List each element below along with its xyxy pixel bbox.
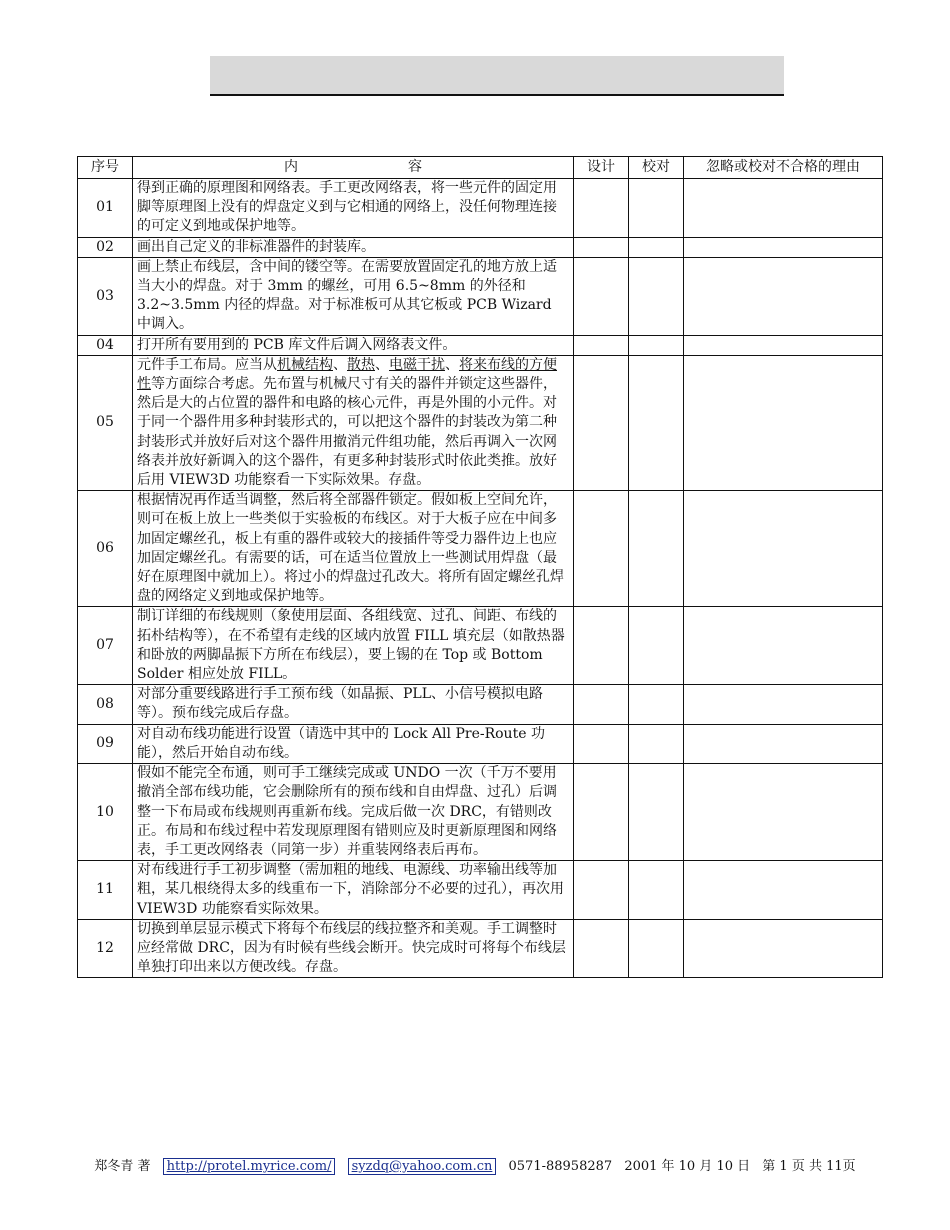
check-cell (629, 335, 684, 355)
row-content: 制订详细的布线规则（象使用层面、各组线宽、过孔、间距、布线的拓朴结构等），在不希望有走线的区域内放置 FILL 填充层（如散热器和卧放的两脚晶振下方所在布线层），要上锡的在 Top 或 Bottom Solder 相应处放 FILL。 (133, 607, 574, 685)
separator: 、 (333, 356, 347, 373)
check-cell (629, 919, 684, 978)
design-cell (574, 257, 629, 335)
footer-page-number: 第 1 页 共 11页 (762, 1159, 856, 1174)
table-header-row (78, 157, 883, 179)
table-row (78, 685, 883, 724)
design-cell (574, 919, 629, 978)
footer-date: 2001 年 10 月 10 日 (624, 1159, 751, 1174)
check-cell (629, 491, 684, 607)
check-cell (629, 179, 684, 238)
header-number: 序号 (78, 157, 133, 179)
row-number: 09 (78, 724, 133, 763)
row-rest-text: 等方面综合考虑。先布置与机械尺寸有关的器件并锁定这些器件，然后是大的占位置的器件和电路的核心元件，再是外围的小元件。对于同一个器件用多种封装形式的，可以把这个器件的封装改为第二种封装形式并放好后对这个器件用撤消元件组功能，然后再调入一次网络表并放好新调入的这个器件，有更多种封装形式时依此类推。放好后用 VIEW3D 功能察看一下实际效果。存盘。 (137, 376, 557, 489)
reason-cell (684, 724, 883, 763)
reason-cell (684, 335, 883, 355)
row-content: 得到正确的原理图和网络表。手工更改网络表，将一些元件的固定用脚等原理图上没有的焊盘定义到与它相通的网络上，没任何物理连接的可定义到地或保护地等。 (133, 179, 574, 238)
row-content: 对部分重要线路进行手工预布线（如晶振、PLL、小信号模拟电路等）。预布线完成后存盘。 (133, 685, 574, 724)
table-row (78, 355, 883, 490)
header-content-b: 容 (408, 158, 422, 175)
row-content: 假如不能完全布通，则可手工继续完成或 UNDO 一次（千万不要用撤消全部布线功能，它会删除所有的预布线和自由焊盘、过孔）后调整一下布局或布线规则再重新布线。完成后做一次 DRC，有错则改正。布局和布线过程中若发现原理图有错则应及时更新原理图和网络表，手工更改网络表（同第一步）并重装网络表后再布。 (133, 764, 574, 861)
row-number: 01 (78, 179, 133, 238)
check-cell (629, 724, 684, 763)
row-content: 画上禁止布线层，含中间的镂空等。在需要放置固定孔的地方放上适当大小的焊盘。对于 3mm 的螺丝，可用 6.5~8mm 的外径和 3.2~3.5mm 内径的焊盘。对于标准板可从其它板或 PCB Wizard 中调入。 (133, 257, 574, 335)
reason-cell (684, 491, 883, 607)
reason-cell (684, 861, 883, 920)
design-cell (574, 335, 629, 355)
header-design: 设计 (574, 157, 629, 179)
table-row (78, 724, 883, 763)
row-number: 04 (78, 335, 133, 355)
row-content: 对自动布线功能进行设置（请选中其中的 Lock All Pre-Route 功能），然后开始自动布线。 (133, 724, 574, 763)
reason-cell (684, 764, 883, 861)
row-content (133, 355, 574, 490)
row-number: 11 (78, 861, 133, 920)
design-cell (574, 764, 629, 861)
row-content: 对布线进行手工初步调整（需加粗的地线、电源线、功率输出线等加粗，某几根绕得太多的线重布一下，消除部分不必要的过孔），再次用 VIEW3D 功能察看实际效果。 (133, 861, 574, 920)
reason-cell (684, 257, 883, 335)
row-number: 02 (78, 237, 133, 257)
table-row (78, 861, 883, 920)
check-cell (629, 685, 684, 724)
table-row (78, 607, 883, 685)
design-cell (574, 355, 629, 490)
footer-author: 郑冬青 著 (94, 1159, 151, 1174)
page-footer (0, 1155, 950, 1174)
design-cell (574, 491, 629, 607)
reason-cell (684, 685, 883, 724)
table-row (78, 257, 883, 335)
check-cell (629, 861, 684, 920)
check-cell (629, 257, 684, 335)
design-cell (574, 607, 629, 685)
design-cell (574, 861, 629, 920)
row-intro-text: 元件手工布局。应当从 (137, 356, 277, 373)
table-row (78, 335, 883, 355)
header-content-a: 内 (284, 158, 298, 175)
row-content: 根据情况再作适当调整，然后将全部器件锁定。假如板上空间允许，则可在板上放上一些类似于实验板的布线区。对于大板子应在中间多加固定螺丝孔，板上有重的器件或较大的接插件等受力器件边上也应加固定螺丝孔。有需要的话，可在适当位置放上一些测试用焊盘（最好在原理图中就加上）。将过小的焊盘过孔改大。将所有固定螺丝孔焊盘的网络定义到地或保护地等。 (133, 491, 574, 607)
reason-cell (684, 179, 883, 238)
header-reason: 忽略或校对不合格的理由 (684, 157, 883, 179)
check-cell (629, 764, 684, 861)
table-row (78, 491, 883, 607)
header-check: 校对 (629, 157, 684, 179)
row-content: 画出自己定义的非标准器件的封装库。 (133, 237, 574, 257)
row-number: 08 (78, 685, 133, 724)
design-cell (574, 179, 629, 238)
row-content: 打开所有要用到的 PCB 库文件后调入网络表文件。 (133, 335, 574, 355)
table-row (78, 919, 883, 978)
underlined-term: 机械结构 (277, 356, 333, 373)
design-cell (574, 237, 629, 257)
underlined-term: 散热 (347, 356, 375, 373)
separator: 、 (375, 356, 389, 373)
check-cell (629, 355, 684, 490)
footer-email-link[interactable]: syzdq@yahoo.com.cn (348, 1158, 497, 1175)
header-band (210, 56, 784, 96)
reason-cell (684, 355, 883, 490)
header-content (133, 157, 574, 179)
row-number: 07 (78, 607, 133, 685)
table-row (78, 764, 883, 861)
row-number: 10 (78, 764, 133, 861)
row-number: 05 (78, 355, 133, 490)
footer-website-link[interactable]: http://protel.myrice.com/ (163, 1158, 336, 1175)
design-cell (574, 685, 629, 724)
reason-cell (684, 607, 883, 685)
reason-cell (684, 919, 883, 978)
footer-phone: 0571-88958287 (508, 1159, 613, 1174)
check-cell (629, 237, 684, 257)
row-number: 03 (78, 257, 133, 335)
check-cell (629, 607, 684, 685)
checklist-table (77, 156, 883, 978)
row-number: 12 (78, 919, 133, 978)
row-content: 切换到单层显示模式下将每个布线层的线拉整齐和美观。手工调整时应经常做 DRC，因为有时候有些线会断开。快完成时可将每个布线层单独打印出来以方便改线。存盘。 (133, 919, 574, 978)
separator: 、 (445, 356, 459, 373)
row-number: 06 (78, 491, 133, 607)
design-cell (574, 724, 629, 763)
underlined-term: 将来布线的方便性 (137, 356, 557, 393)
table-row (78, 179, 883, 238)
table-row (78, 237, 883, 257)
reason-cell (684, 237, 883, 257)
underlined-term: 电磁干扰 (389, 356, 445, 373)
